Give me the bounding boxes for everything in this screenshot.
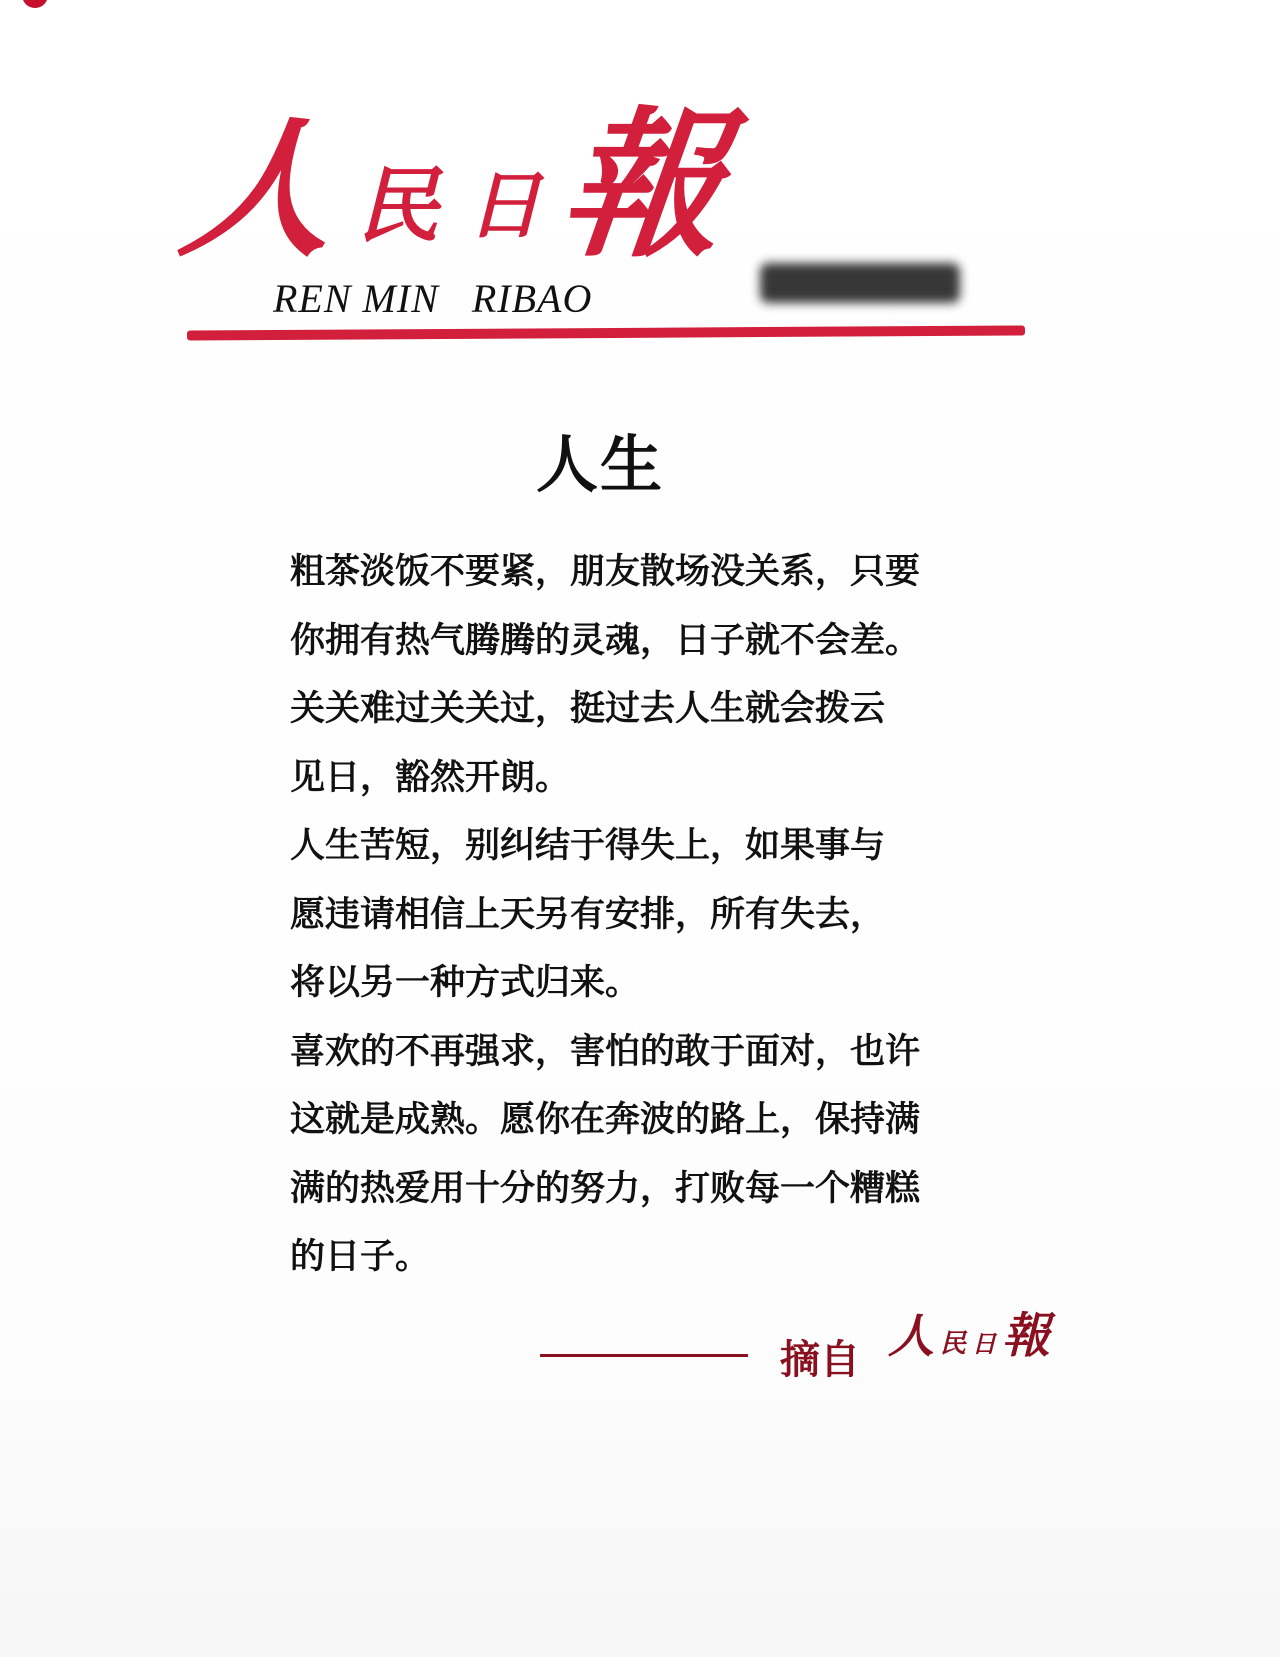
masthead-red-rule <box>187 325 1025 340</box>
masthead-romanization: REN MIN RIBAO <box>273 276 593 321</box>
attribution-logo-char: 民 <box>940 1329 967 1359</box>
body-line: 的日子。 <box>290 1237 431 1277</box>
body-line: 将以另一种方式归来。 <box>290 963 641 1003</box>
article-body <box>290 538 1010 1292</box>
body-line: 愿违请相信上天另有安排，所有失去， <box>290 894 886 935</box>
attribution-logo-char: 報 <box>1002 1308 1051 1364</box>
body-line: 这就是成熟。愿你在奔波的路上，保持满 <box>290 1100 921 1140</box>
attribution-logo <box>888 1308 1051 1366</box>
attribution-logo-char: 日 <box>972 1329 997 1358</box>
masthead-char: 民 <box>357 158 440 254</box>
corner-badge-icon <box>22 0 48 8</box>
body-line: 粗茶淡饭不要紧，朋友散场没关系，只要 <box>290 552 921 592</box>
body-line: 你拥有热气腾腾的灵魂，日子就不会差。 <box>290 620 921 661</box>
attribution <box>540 1308 1051 1383</box>
body-line: 满的热爱用十分的努力，打败每一个糟糕 <box>290 1168 921 1209</box>
body-line: 关关难过关关过，挺过去人生就会拨云 <box>290 689 886 729</box>
body-line: 喜欢的不再强求，害怕的敢于面对，也许 <box>290 1031 921 1072</box>
attribution-dash <box>540 1354 748 1357</box>
masthead-char: 人 <box>172 102 348 278</box>
body-line: 见日，豁然开朗。 <box>290 757 571 798</box>
body-line: 人生苦短，别纠结于得失上，如果事与 <box>290 826 886 866</box>
article-title: 人生 <box>535 428 664 501</box>
redacted-blur <box>760 263 960 303</box>
masthead-char: 日 <box>467 163 542 249</box>
masthead <box>172 91 1025 355</box>
attribution-prefix: 摘自 <box>780 1337 860 1383</box>
masthead-char: 報 <box>553 91 733 279</box>
masthead-logo <box>172 91 733 279</box>
attribution-logo-char: 人 <box>888 1309 934 1363</box>
